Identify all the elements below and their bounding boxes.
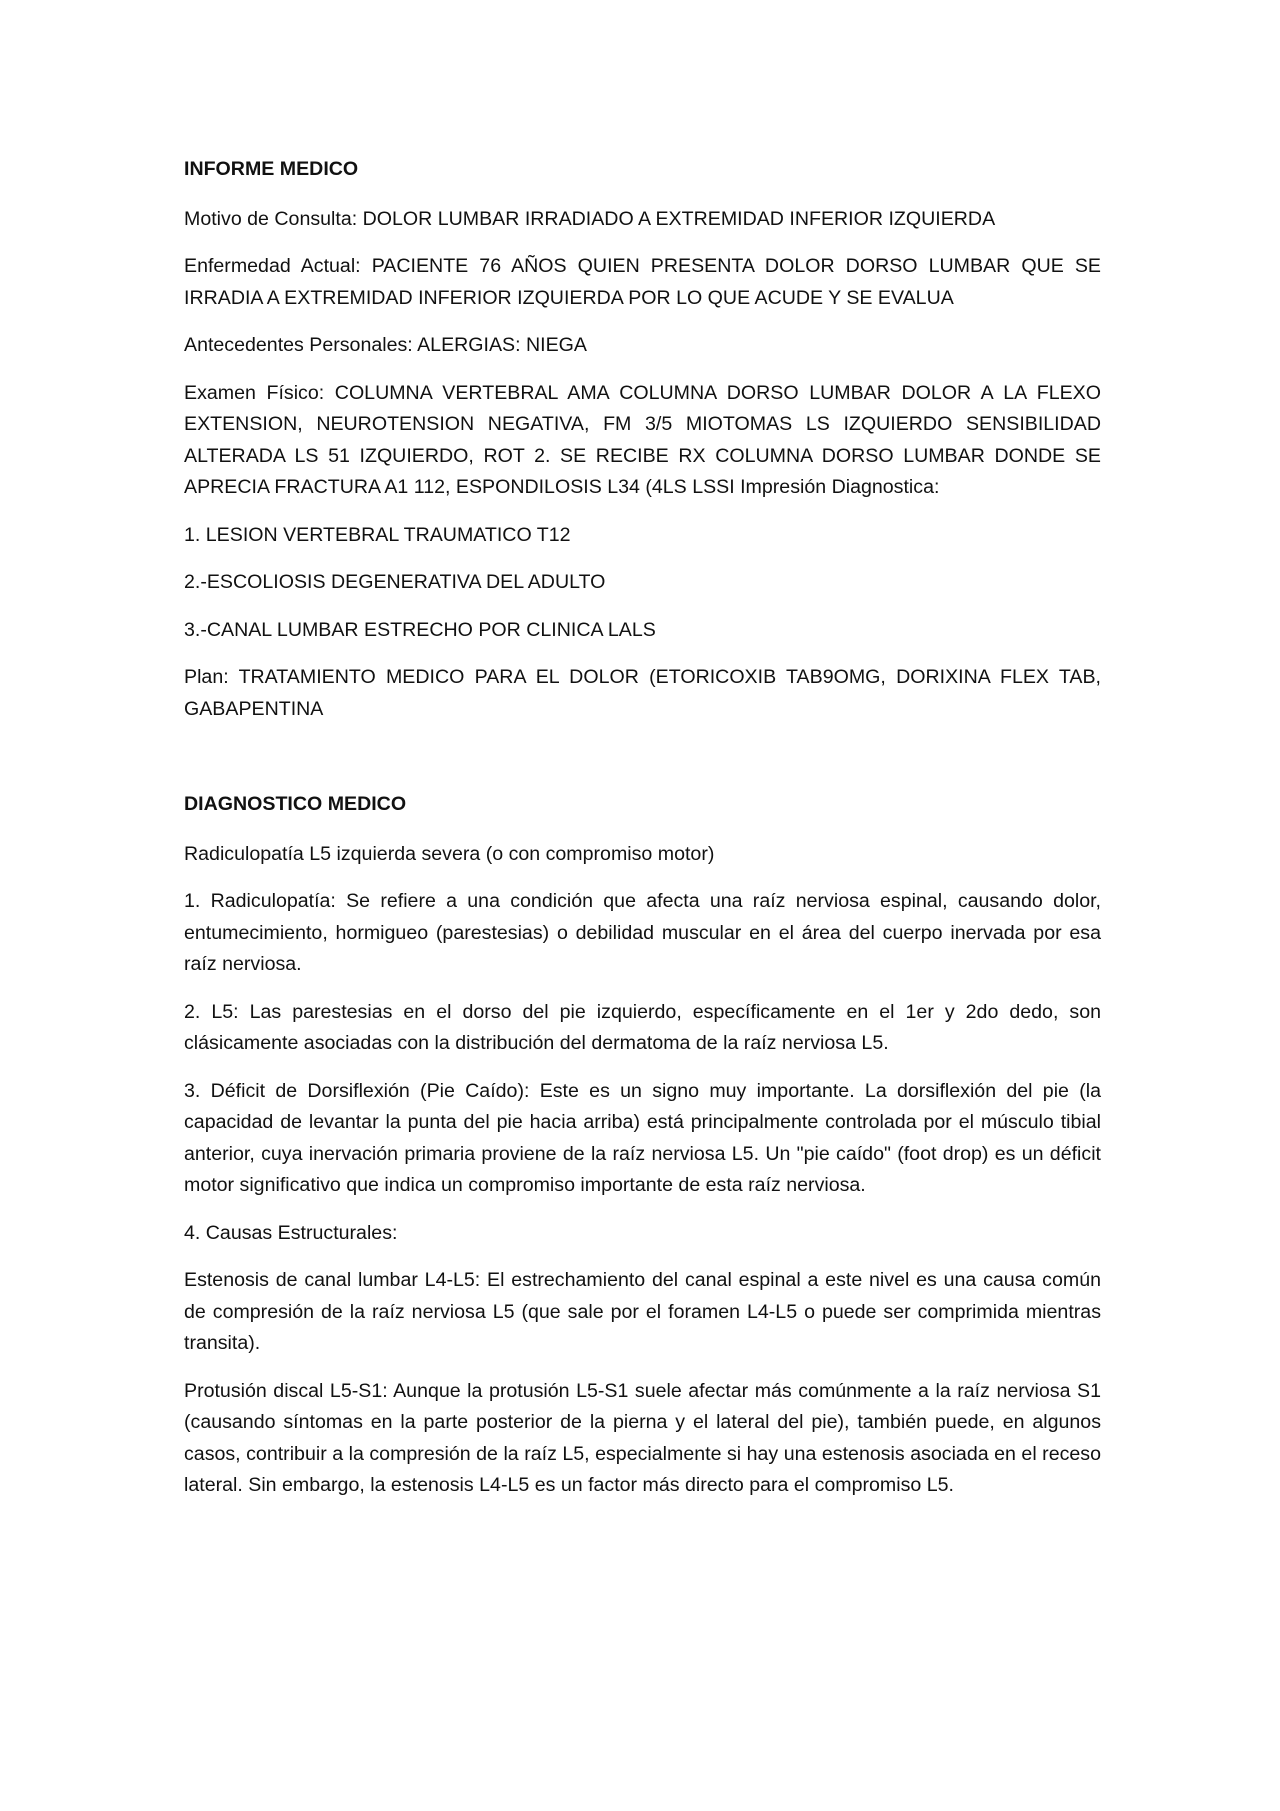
diagnosis-item-1: 1. LESION VERTEBRAL TRAUMATICO T12 — [184, 523, 571, 546]
diagnostico-item-2: 2. L5: Las parestesias en el dorso del pie izquierdo, específicamente en el 1er y 2do dedo, son clásicamente asociadas con la distribución del dermatoma de la raíz nerviosa L5. — [184, 1000, 1101, 1054]
diagnosis-item-2: 2.-ESCOLIOSIS DEGENERATIVA DEL ADULTO — [184, 571, 606, 593]
diagnostico-item-1: 1. Radiculopatía: Se refiere a una condición que afecta una raíz nerviosa espinal, causando dolor, entumecimiento, hormigueo (parestesias) o debilidad muscular en el área del cuerpo inervada por esa raíz nerviosa. — [184, 890, 1101, 975]
estenosis-paragraph: Estenosis de canal lumbar L4-L5: El estrechamiento del canal espinal a este nivel es una causa común de compresión de la raíz nerviosa L5 (que sale por el foramen L4-L5 o puede ser comprimida mientras transita). — [184, 1269, 1101, 1354]
enfermedad-actual: Enfermedad Actual: PACIENTE 76 AÑOS QUIEN PRESENTA DOLOR DORSO LUMBAR QUE SE IRRADIA A EXTREMIDAD INFERIOR IZQUIERDA POR LO QUE ACUDE Y SE EVALUA — [184, 255, 1101, 309]
diagnostico-title: DIAGNOSTICO MEDICO — [184, 793, 407, 815]
diagnosis-item-3: 3.-CANAL LUMBAR ESTRECHO POR CLINICA LALS — [184, 618, 656, 641]
protusion-paragraph: Protusión discal L5-S1: Aunque la protusión L5-S1 suele afectar más comúnmente a la raíz nerviosa S1 (causando síntomas en la parte posterior de la pierna y el lateral del pie), también puede, en algunos casos, contribuir a la compresión de la raíz L5, especialmente si hay una estenosis asociada en el receso lateral. Sin embargo, la estenosis L4-L5 es un factor más directo para el compromiso L5. — [184, 1379, 1101, 1496]
diagnostico-item-4: 4. Causas Estructurales: — [184, 1221, 398, 1244]
motivo-consulta: Motivo de Consulta: DOLOR LUMBAR IRRADIADO A EXTREMIDAD INFERIOR IZQUIERDA — [184, 207, 996, 230]
informe-title: INFORME MEDICO — [184, 158, 359, 180]
examen-fisico: Examen Físico: COLUMNA VERTEBRAL AMA COLUMNA DORSO LUMBAR DOLOR A LA FLEXO EXTENSION, NEUROTENSION NEGATIVA, FM 3/5 MIOTOMAS LS IZQUIERDO SENSIBILIDAD ALTERADA LS 51 IZQUIERDO, ROT 2. SE RECIBE RX COLUMNA DORSO LUMBAR DONDE SE APRECIA FRACTURA A1 112, ESPONDILOSIS L34 (4LS LSSI Impresión Diagnostica: — [184, 381, 1101, 498]
section-spacer — [184, 741, 1101, 789]
plan: Plan: TRATAMIENTO MEDICO PARA EL DOLOR (ETORICOXIB TAB9OMG, DORIXINA FLEX TAB, GABAPENTINA — [184, 666, 1101, 720]
diagnostico-item-3: 3. Déficit de Dorsiflexión (Pie Caído): Este es un signo muy importante. La dorsiflexión del pie (la capacidad de levantar la punta del pie hacia arriba) está principalmente controlada por el músculo tibial anterior, cuya inervación primaria proviene de la raíz nerviosa L5. Un "pie caído" (foot drop) es un déficit motor significativo que indica un compromiso importante de esta raíz nerviosa. — [184, 1079, 1101, 1196]
antecedentes-personales: Antecedentes Personales: ALERGIAS: NIEGA — [184, 334, 587, 356]
diagnostico-summary: Radiculopatía L5 izquierda severa (o con compromiso motor) — [184, 842, 715, 865]
